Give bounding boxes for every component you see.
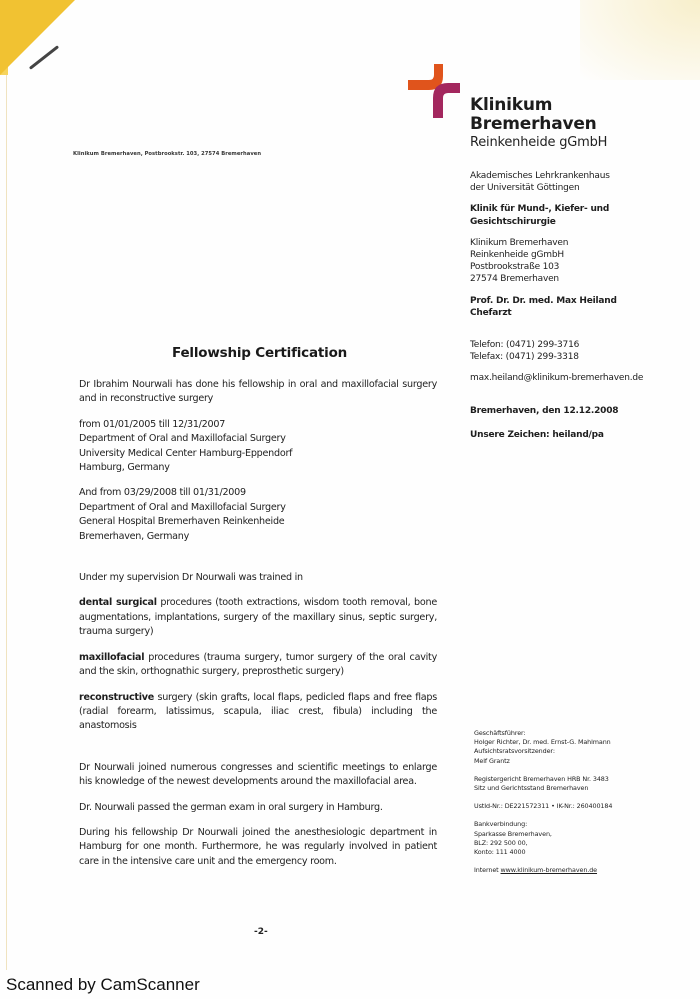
management-names: Holger Richter, Dr. med. Ernst-G. Mahlmann (474, 738, 611, 747)
management-info (474, 729, 674, 766)
tax-ids: UstId-Nr.: DE221572311 • IK-Nr.: 260400184 (474, 802, 613, 811)
brand-line-3: Reinkenheide gGmbH (470, 135, 608, 150)
training-description: surgery (skin grafts, local flaps, pedicled flaps and free flaps (radial forearm, latissimus, scapula, iliac crest, fibula) including the anastomosis (79, 691, 437, 732)
fax-number: Telefax: (0471) 299-3318 (470, 352, 579, 363)
period-2-dates: And from 03/29/2008 till 01/31/2009 (79, 487, 246, 499)
register-number: Registergericht Bremerhaven HRB Nr. 3483 (474, 774, 609, 783)
clinic-line-1: Klinik für Mund-, Kiefer- und (470, 204, 610, 215)
period-2-institution: General Hospital Bremerhaven Reinkenheide (79, 516, 285, 528)
period-1-department: Department of Oral and Maxillofacial Surgery (79, 433, 286, 445)
affiliation-line-1: Akademisches Lehrkrankenhaus (470, 171, 610, 181)
period-1-institution: University Medical Center Hamburg-Eppendorf (79, 447, 293, 459)
page-title: Fellowship Certification (172, 345, 348, 361)
bank-info (474, 820, 674, 857)
letter-body (79, 378, 437, 869)
affiliation (470, 170, 685, 194)
bank-label: Bankverbindung: (474, 820, 528, 829)
training-dental (79, 596, 437, 639)
paper-edge (6, 75, 7, 970)
clinic-line-2: Gesichtschirurgie (470, 216, 556, 227)
management-label: Geschäftsführer: (474, 729, 526, 737)
website-link[interactable]: www.klinikum-bremerhaven.de (500, 866, 598, 875)
board-name: Melf Grantz (474, 756, 510, 765)
address-line-3: Postbrookstraße 103 (470, 262, 560, 273)
address-line-4: 27574 Bremerhaven (470, 274, 559, 285)
signatory-name: Prof. Dr. Dr. med. Max Heiland (470, 295, 617, 306)
page-number: -2- (254, 927, 268, 937)
camscanner-watermark: Scanned by CamScanner (6, 975, 200, 994)
postal-address (470, 237, 685, 286)
reference-code: Unsere Zeichen: heiland/pa (470, 429, 604, 440)
brand-line-1: Klinikum (470, 95, 553, 115)
training-description: procedures (trauma surgery, tumor surgery of the oral cavity and the skin, orthognathic surgery, preprosthetic surgery) (79, 651, 437, 678)
clinic-name (470, 203, 685, 227)
training-term: maxillofacial (79, 651, 145, 663)
training-term: dental surgical (79, 597, 157, 609)
bank-code: BLZ: 292 500 00, (474, 838, 528, 847)
training-maxillofacial (79, 651, 437, 680)
exam-paragraph: Dr. Nourwali passed the german exam in oral surgery in Hamburg. (79, 801, 383, 813)
signatory (470, 295, 685, 319)
bank-name: Sparkasse Bremerhaven, (474, 829, 552, 838)
training-reconstructive (79, 691, 437, 734)
brand-name (470, 96, 607, 151)
anesthesia-paragraph: During his fellowship Dr Nourwali joined the anesthesiologic department in Hamburg for one month. Furthermore, he was regularly involved in patient care in the intensive care unit and the emergency room. (79, 826, 437, 867)
sender-return-address: Klinikum Bremerhaven, Postbrookstr. 103, 27574 Bremerhaven (73, 151, 262, 157)
contact-numbers (470, 339, 685, 363)
letterhead-sidebar (470, 170, 685, 450)
affiliation-line-2: der Universität Göttingen (470, 183, 580, 194)
board-label: Aufsichtsratsvorsitzender: (474, 747, 555, 756)
supervision-statement: Under my supervision Dr Nourwali was trained in (79, 572, 303, 584)
period-2-location: Bremerhaven, Germany (79, 530, 190, 542)
letter-date: Bremerhaven, den 12.12.2008 (470, 405, 619, 416)
period-2-department: Department of Oral and Maxillofacial Surgery (79, 501, 286, 513)
klinikum-logo-icon (406, 62, 462, 118)
registered-seat: Sitz und Gerichtsstand Bremerhaven (474, 784, 589, 793)
training-term: reconstructive (79, 691, 155, 703)
website-info (474, 866, 674, 875)
intro-paragraph: Dr Ibrahim Nourwali has done his fellowship in oral and maxillofacial surgery and in reconstructive surgery (79, 379, 437, 405)
account-number: Konto: 111 4000 (474, 848, 526, 857)
phone-number: Telefon: (0471) 299-3716 (470, 340, 580, 351)
period-1-location: Hamburg, Germany (79, 462, 170, 474)
signatory-title: Chefarzt (470, 307, 512, 318)
internet-label: Internet (474, 866, 499, 875)
fellowship-period-1 (79, 418, 437, 476)
brand-line-2: Bremerhaven (470, 114, 597, 134)
email-address: max.heiland@klinikum-bremerhaven.de (470, 373, 644, 384)
training-description: procedures (tooth extractions, wisdom tooth removal, bone augmentations, implantations, surgery of the maxillary sinus, septic surgery, trauma surgery) (79, 597, 437, 638)
address-line-1: Klinikum Bremerhaven (470, 237, 569, 248)
congresses-paragraph: Dr Nourwali joined numerous congresses and scientific meetings to enlarge his knowledge of the newest developments around the maxillofacial area. (79, 761, 437, 788)
period-1-dates: from 01/01/2005 till 12/31/2007 (79, 418, 226, 430)
address-line-2: Reinkenheide gGmbH (470, 250, 564, 261)
paper-discoloration (580, 0, 700, 80)
register-info (474, 775, 674, 793)
fellowship-period-2 (79, 486, 437, 544)
letterhead-footer (474, 729, 674, 884)
